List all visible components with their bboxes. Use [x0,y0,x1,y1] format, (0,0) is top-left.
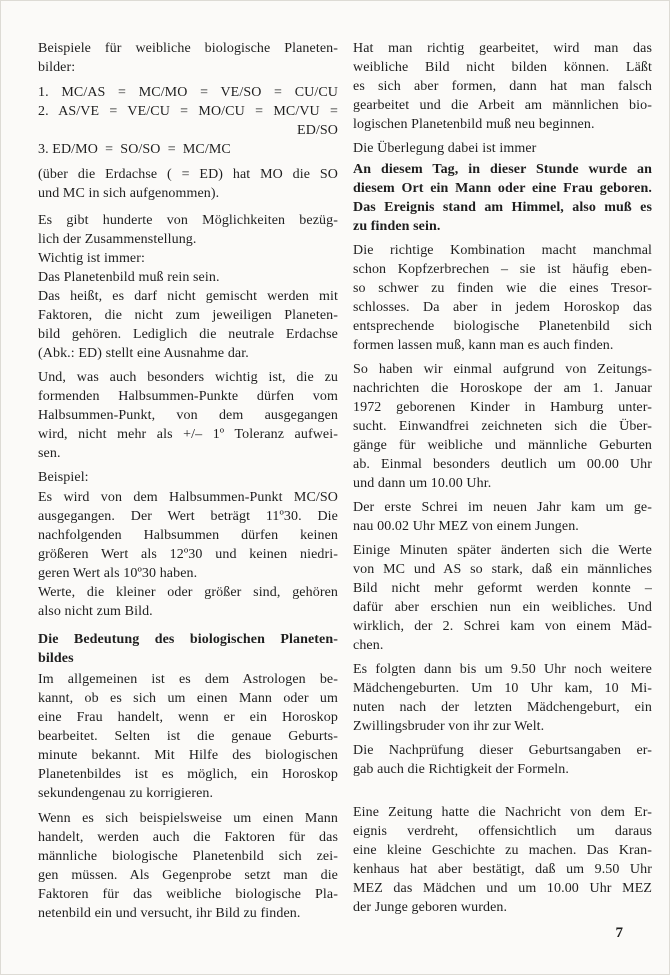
text-line: nau 00.02 Uhr MEZ von einem Jungen. [353,519,579,534]
text-line: netenbild ein und versucht, ihr Bild zu finden. [38,906,301,921]
text-line: von MC und AS so stark, daß ein männliches [353,562,652,577]
text-line: formenden Halbsummen-Punkte dürfen vom [38,389,338,404]
text-line: Mädchengeburten. Um 10 Uhr kam, 10 Mi- [353,681,652,696]
text-line: eine kleine Geschichte zu machen. Das Kran- [353,843,652,858]
text-line: nuten nach der letzten Mädchengeburt, ein [353,700,652,715]
paragraph [38,809,338,923]
text-line: und dann um 10.00 Uhr. [353,476,492,491]
text-line: wird, nicht mehr als +/– 1º Toleranz aufwei- [38,427,338,442]
text-line: Einige Minuten später änderten sich die Werte [353,543,652,558]
paragraph [38,368,338,463]
text-line: gearbeitet und die Arbeit am männlichen bio- [353,98,652,113]
paragraph [38,268,338,287]
text-line: 2. AS/VE = VE/CU = MO/CU = MC/VU = [38,104,338,119]
text-line: Bild nicht mehr geformt werden konnte – [353,581,652,596]
text-line: diesem Ort ein Mann oder eine Frau geboren. [353,181,652,196]
text-line: Das Planetenbild muß rein sein. [38,270,220,285]
text-line: Die richtige Kombination macht manchmal [353,243,652,258]
paragraph [38,211,338,249]
text-line: kenhaus hat aber bestätigt, daß um 9.50 Uhr [353,862,652,877]
text-line: sen. [38,446,61,461]
text-line: Die Nachprüfung dieser Geburtsangaben er- [353,743,652,758]
text-line: geren Wert als 10º30 haben. [38,566,198,581]
text-line: Faktoren, die nicht zum jeweiligen Planeten- [38,308,338,323]
text-line: schlosses. Da aber in jedem Horoskop das [353,300,652,315]
text-line: Im allgemeinen ist es dem Astrologen be- [38,672,338,687]
text-line: bildes [38,651,74,666]
paragraph [353,741,652,779]
text-line: Das Ereignis stand am Himmel, also muß es [353,200,652,215]
text-line: also nicht zum Bild. [38,604,153,619]
paragraph [38,488,338,583]
paragraph [353,660,652,736]
text-line: logischen Planetenbild muß neu beginnen. [353,117,595,132]
paragraph [353,39,652,134]
text-line: männliche biologische Planetenbild sich zei- [38,849,338,864]
text-line: Das heißt, es darf nicht gemischt werden mit [38,289,338,304]
text-line: Werte, die kleiner oder größer sind, gehören [38,585,338,600]
text-line: der Junge geboren wurden. [353,900,508,915]
text-line: bilder: [38,60,76,75]
section-heading [38,630,338,668]
text-line: zu finden sein. [353,219,441,234]
text-line: entsprechende biologische Planetenbild sich [353,319,652,334]
text-line: Die Bedeutung des biologischen Planeten- [38,632,338,647]
text-line: MEZ das Mädchen und um 10.00 Uhr MEZ [353,881,652,896]
text-line: 1. MC/AS = MC/MO = VE/SO = CU/CU [38,85,338,100]
text-line: Es gibt hunderte von Möglichkeiten bezüg- [38,213,338,228]
text-line: schon Kopfzerbrechen – sie ist häufig eben- [353,262,652,277]
text-line: eine Frau handelt, wenn er ein Horoskop [38,710,338,725]
text-line: handelt, werden auch die Faktoren für das [38,830,338,845]
paragraph [353,541,652,655]
text-line: Es folgten dann bis um 9.50 Uhr noch weitere [353,662,652,677]
text-line: formen lassen muß, kann man es auch finden. [353,338,614,353]
text-line: So haben wir einmal aufgrund von Zeitungs- [353,362,652,377]
paragraph [38,670,338,803]
text-line: Planetenbildes ist es möglich, ein Horoskop [38,767,338,782]
text-line: eignis verdreht, offensichtlich um daraus [353,824,652,839]
text-line: kannt, ob es sich um einen Mann oder um [38,691,338,706]
text-line: 3. ED/MO = SO/SO = MC/MC [38,142,231,157]
text-line: minute bekannt. Mit Hilfe des biologischen [38,748,338,763]
text-line: chen. [353,638,384,653]
paragraph [353,241,652,355]
text-line: (über die Erdachse ( = ED) hat MO die SO [38,167,338,182]
text-line: 1972 geborenen Kinder in Hamburg unter- [353,400,652,415]
right-column [353,39,652,917]
formula-item [38,83,338,102]
text-line: gab auch die Richtigkeit der Formeln. [353,762,569,777]
text-line: Der erste Schrei im neuen Jahr kam um ge- [353,500,652,515]
text-line: Zwillingsbruder von ihr zur Welt. [353,719,545,734]
paragraph [38,249,338,268]
text-line: dafür aber erschien nun ein weibliches. Und [353,600,652,615]
text-line: (Abk.: ED) stellt eine Ausnahme dar. [38,346,249,361]
paragraph [38,39,338,77]
text-line: Die Überlegung dabei ist immer [353,141,537,156]
text-line: Beispiele für weibliche biologische Planeten- [38,41,338,56]
text-line: Wenn es sich beispielsweise um einen Mann [38,811,338,826]
text-line: bild gehören. Lediglich die neutrale Erdachse [38,327,338,342]
text-line: Und, was auch besonders wichtig ist, die zu [38,370,338,385]
text-line: ab. Einmal besonders deutlich um 00.00 Uhr [353,457,652,472]
text-line: weibliche Bild nicht bilden können. Läßt [353,60,652,75]
text-line: ausgegangen. Der Wert beträgt 11º30. Die [38,509,338,524]
page-number: 7 [615,925,623,941]
text-line: Halbsummen-Punkt, von dem ausgegangen [38,408,338,423]
text-line: Beispiel: [38,470,89,485]
text-line: und MC in sich aufgenommen). [38,186,220,201]
text-line: Faktoren für das weibliche biologische Pla- [38,887,338,902]
text-line: nachfolgenden Halbsummen dürfen keinen [38,528,338,543]
text-line: sucht. Einwandfrei zeichneten sich die Über- [353,419,652,434]
formula-item [38,140,338,159]
text-line: nachrichten die Horoskope der am 1. Januar [353,381,652,396]
section-heading [353,160,652,236]
text-line: Wichtig ist immer: [38,251,145,266]
text-line: Es wird von dem Halbsummen-Punkt MC/SO [38,490,338,505]
text-line: größeren Wert als 12º30 und keinen niedri- [38,547,338,562]
text-line: gänge für weibliche und männliche Geburten [353,438,652,453]
text-line: wirklich, der 2. Schrei kam von einem Mäd- [353,619,652,634]
text-line: Eine Zeitung hatte die Nachricht von dem Er- [353,805,652,820]
paragraph [353,360,652,493]
paragraph [38,165,338,203]
paragraph [353,139,652,158]
paragraph [38,583,338,621]
text-line: ED/SO [297,123,338,138]
text-line: bearbeitet. Selten ist die genaue Geburts- [38,729,338,744]
text-line: An diesem Tag, in dieser Stunde wurde an [353,162,652,177]
left-column [38,39,338,923]
paragraph [38,287,338,363]
text-line: Hat man richtig gearbeitet, wird man das [353,41,652,56]
paragraph [353,803,652,917]
text-line: sekundengenau zu korrigieren. [38,786,214,801]
paragraph [353,498,652,536]
text-line: lich der Zusammenstellung. [38,232,197,247]
formula-item [38,102,338,140]
text-line: gen müssen. Als Gegenprobe setzt man die [38,868,338,883]
paragraph [38,468,338,487]
text-line: so schwer zu finden wie die eines Tresor- [353,281,652,296]
text-line: es sich aber formen, dann hat man falsch [353,79,652,94]
